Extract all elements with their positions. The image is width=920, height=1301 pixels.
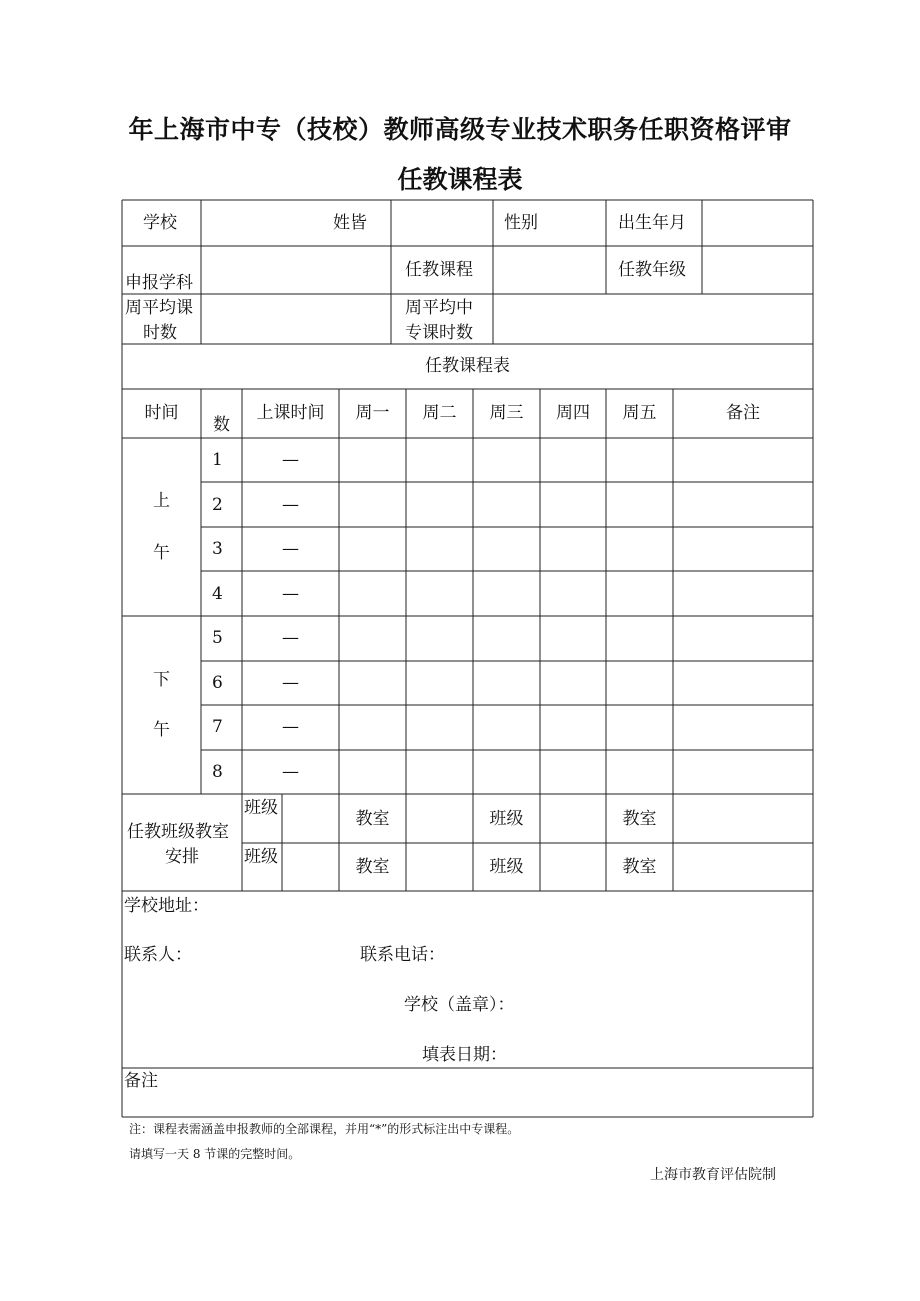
header-fri: 周五 (622, 403, 657, 423)
period-number: 2 (212, 495, 223, 515)
arrangement-room-label: 教室 (355, 809, 390, 829)
form-maker: 上海市教育评估院制 (650, 1167, 776, 1183)
class-time-dash: — (282, 762, 299, 782)
arrangement-room-label: 教室 (622, 809, 657, 829)
note-line-2: 请填写一天 8 节课的完整时间。 (129, 1147, 301, 1161)
note-line-1: 注：课程表需涵盖申报教师的全部课程，并用“*”的形式标注出中专课程。 (129, 1122, 520, 1136)
period-number: 5 (212, 628, 223, 648)
schedule-section-title: 任教课程表 (425, 356, 510, 376)
period-number: 6 (212, 673, 223, 693)
header-count: 数 (213, 415, 230, 435)
header-remark: 备注 (726, 403, 760, 423)
class-time-dash: — (282, 539, 299, 559)
subject-label: 申报学科 (125, 273, 193, 293)
class-time-dash: — (282, 495, 299, 515)
period-number: 7 (212, 717, 223, 737)
grade-label: 任教年级 (618, 260, 686, 280)
class-time-dash: — (282, 717, 299, 737)
weekly-major-label-line2: 专课时数 (405, 323, 473, 343)
fill-date-label: 填表日期： (422, 1045, 507, 1065)
arrangement-class-label: 班级 (489, 857, 524, 877)
header-wed: 周三 (489, 403, 524, 423)
class-time-dash: — (282, 628, 299, 648)
class-time-dash: — (282, 584, 299, 604)
class-time-dash: — (282, 450, 299, 470)
course-label: 任教课程 (405, 260, 473, 280)
arrangement-label-line1: 任教班级教室 (127, 822, 229, 842)
header-mon: 周一 (355, 403, 390, 423)
weekly-major-label-line1: 周平均中 (405, 298, 473, 318)
weekly-hours-label-line1: 周平均课 (125, 298, 193, 318)
arrangement-room-label: 教室 (622, 857, 657, 877)
weekly-hours-label-line2: 时数 (143, 323, 177, 343)
morning-label-1: 上 (153, 491, 170, 511)
form-subtitle: 任教课程表 (397, 165, 523, 194)
arrangement-label-line2: 安排 (165, 847, 199, 867)
school-label: 学校 (143, 213, 177, 233)
school-seal-label: 学校（盖章）： (404, 995, 515, 1015)
arrangement-class-label: 班级 (244, 847, 278, 867)
afternoon-label-1: 下 (153, 670, 170, 690)
gender-label: 性别 (504, 213, 538, 233)
arrangement-room-label: 教室 (355, 857, 390, 877)
period-number: 1 (212, 450, 223, 470)
period-number: 4 (212, 584, 223, 604)
arrangement-class-label: 班级 (244, 798, 278, 818)
period-number: 8 (212, 762, 223, 782)
contact-person-label: 联系人： (124, 945, 192, 965)
period-number: 3 (212, 539, 223, 559)
header-thu: 周四 (556, 403, 590, 423)
header-class-time: 上课时间 (256, 403, 325, 423)
name-label: 姓皆 (333, 213, 367, 233)
contact-phone-label: 联系电话： (360, 945, 445, 965)
class-time-dash: — (282, 673, 299, 693)
header-time: 时间 (144, 403, 179, 423)
morning-label-2: 午 (153, 543, 170, 563)
form-title: 年上海市中专（技校）教师高级专业技术职务任职资格评审 (128, 115, 792, 144)
remark-label: 备注 (124, 1071, 158, 1091)
birth-label: 出生年月 (618, 213, 686, 233)
school-address-label: 学校地址： (124, 896, 209, 916)
arrangement-class-label: 班级 (489, 809, 524, 829)
afternoon-label-2: 午 (153, 720, 170, 740)
header-tue: 周二 (422, 403, 457, 423)
